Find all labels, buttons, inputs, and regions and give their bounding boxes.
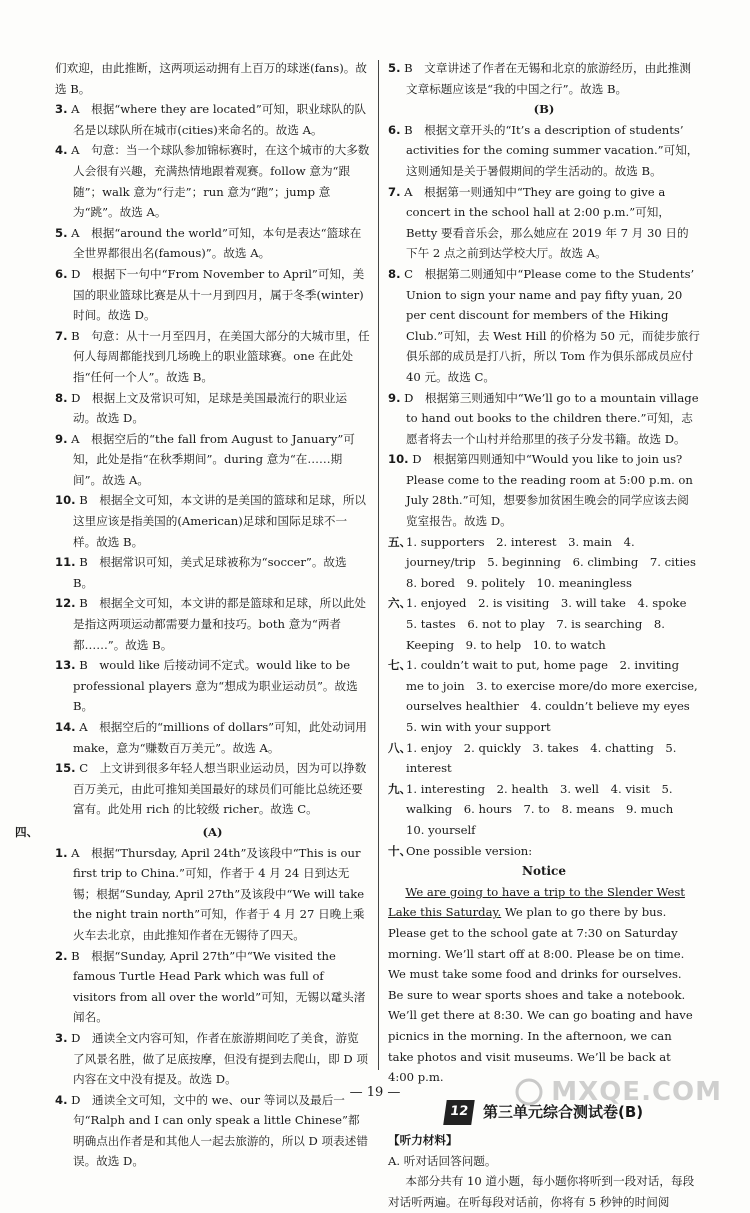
answer-item bbox=[388, 264, 700, 388]
answer-number: 4. bbox=[55, 1092, 68, 1107]
answer-item bbox=[55, 717, 370, 758]
right-answer-list bbox=[388, 58, 700, 99]
watermark-text: MXQE.COM bbox=[551, 1076, 722, 1107]
answer-text: D 根据上文及常识可知，足球是美国最流行的职业运动。故选 D。 bbox=[71, 390, 348, 426]
answer-text: D 根据下一句中“From November to April”可知，美国的职业篮球比赛是从十一月到四月，属于冬季(winter)时间。故选 D。 bbox=[71, 266, 365, 323]
answer-text: A 根据第一则通知中“They are going to give a concert in the school hall at 2:00 p.m.”可知，Betty 要看音乐会，那么她应在 2019 年 7 月 30 日的下午 2 点之前到达学校大厅。故选 A。 bbox=[404, 184, 689, 261]
section-ten bbox=[388, 841, 700, 862]
left-answer-list bbox=[55, 99, 370, 820]
right-answer-list-b bbox=[388, 120, 700, 532]
answer-item bbox=[388, 58, 700, 99]
answer-item bbox=[55, 758, 370, 820]
answer-number: 13. bbox=[55, 658, 76, 673]
answer-text: C 根据第二则通知中“Please come to the Students’ Union to sign your name and pay fifty yuan, 20 per cent discount for members of the Hiking Club.”可知，去 West Hill 的价格为 50 元，而徒步旅行俱乐部的成员是打八折，所以 Tom 作为俱乐部成员应付 40 元。故选 C。 bbox=[404, 266, 700, 384]
answer-text: B 根据文章开头的“It’s a description of students’ activities for the coming summer vacation.”可知，这则通知是关于暑假期间的学生活动的。故选 B。 bbox=[404, 122, 699, 178]
page-number: — 19 — bbox=[349, 1085, 401, 1100]
answer-number: 6. bbox=[388, 122, 401, 137]
answer-item bbox=[55, 388, 370, 429]
section-eight bbox=[388, 738, 700, 779]
section-four-label: 四、 bbox=[15, 824, 39, 839]
answer-item bbox=[55, 223, 370, 264]
answer-text: B would like 后接动词不定式。would like to be professional players 意为“想成为职业运动员”。故选 B。 bbox=[73, 658, 358, 714]
answer-item bbox=[55, 1090, 370, 1172]
section-ten-intro: One possible version: bbox=[406, 843, 533, 858]
answer-number: 3. bbox=[55, 102, 68, 117]
answer-item bbox=[55, 140, 370, 222]
answer-text: B 文章讲述了作者在无锡和北京的旅游经历，由此推测文章标题应该是“我的中国之行”。故选 B。 bbox=[404, 61, 691, 96]
answer-text: A 根据“around the world”可知，本句是表达“篮球在全世界都很出名(famous)”。故选 A。 bbox=[71, 225, 362, 261]
answer-item bbox=[55, 429, 370, 491]
answer-item bbox=[55, 655, 370, 717]
answer-text: D 通读全文内容可知，作者在旅游期间吃了美食，游览了风景名胜，做了足底按摩，但没有提到去爬山，即 D 项内容在文中没有提及。故选 D。 bbox=[71, 1030, 368, 1087]
section-six bbox=[388, 593, 700, 655]
answer-item bbox=[55, 490, 370, 552]
notice-underlined-sentence: We are going to have a trip to the Slender West Lake this Saturday. bbox=[388, 884, 685, 920]
answer-item bbox=[55, 99, 370, 140]
answer-text: A 根据空后的“millions of dollars”可知，此处动词用 make，意为“赚数百万美元”。故选 A。 bbox=[73, 720, 367, 755]
answer-text: D 根据第四则通知中“Would you like to join us? Please come to the reading room at 5:00 p.m. on July 28th.”可知，想要参加贫困生晚会的同学应该去阅览室报告。故选 D。 bbox=[406, 452, 693, 529]
answer-number: 7. bbox=[388, 184, 401, 199]
section-nine-answers: 1. interesting 2. health 3. well 4. visit 5. walking 6. hours 7. to 8. means 9. much 10. yourself bbox=[406, 781, 685, 837]
answer-number: 5. bbox=[55, 225, 68, 240]
answer-item bbox=[55, 843, 370, 946]
listening-instructions: 本部分共有 10 道小题，每小题你将听到一段对话，每段对话听两遍。在听每段对话前，你将有 5 秒钟的时间阅 bbox=[388, 1174, 695, 1210]
watermark-logo bbox=[507, 1077, 722, 1108]
part-b-label: (B) bbox=[533, 102, 555, 117]
section-five-answers: 1. supporters 2. interest 3. main 4. journey/trip 5. beginning 6. climbing 7. cities 8. bored 9. politely 10. meaningless bbox=[406, 534, 708, 590]
section-four-header bbox=[15, 822, 370, 843]
unit-number-badge: 12 bbox=[443, 1100, 475, 1125]
column-divider bbox=[378, 60, 379, 1070]
answer-number: 12. bbox=[55, 596, 76, 611]
section-seven bbox=[388, 655, 700, 737]
section-eight-answers: 1. enjoy 2. quickly 3. takes 4. chatting 5. interest bbox=[406, 740, 677, 776]
section-nine bbox=[388, 779, 700, 841]
answer-text: C 上文讲到很多年轻人想当职业运动员，因为可以挣数百万美元，由此可推知美国最好的球员们可能比总统还要富有。此处用 rich 的比较级 richer。故选 C。 bbox=[73, 761, 367, 817]
answer-number: 15. bbox=[55, 761, 76, 776]
answer-number: 9. bbox=[55, 431, 68, 446]
answer-number: 11. bbox=[55, 555, 76, 570]
answer-text: D 通读全文可知，文中的 we、our 等词以及最后一句“Ralph and I can only speak a little Chinese”都明确点出作者是和其他人一起去旅游的，所以 D 项表述错误。故选 D。 bbox=[71, 1092, 368, 1169]
answer-number: 8. bbox=[55, 390, 68, 405]
unit-title: 第三单元综合测试卷(B) bbox=[482, 1102, 644, 1121]
answer-number: 9. bbox=[388, 390, 401, 405]
section-ten-label: 十、 bbox=[388, 843, 412, 858]
section-nine-label: 九、 bbox=[388, 781, 412, 796]
answer-text: A 根据“Thursday, April 24th”及该段中“This is our first trip to China.”可知，作者于 4 月 24 日到达无锡；根据“Sunday, April 27th”及该段中“We will take the night train north”可知，作者于 4 月 27 日晚上乘火车去北京，由此推知作者在无锡待了四天。 bbox=[71, 845, 365, 942]
listening-header: 【听力材料】 bbox=[388, 1133, 458, 1148]
answer-text: B 根据全文可知，本文讲的是美国的篮球和足球，所以这里应该是指美国的(American)足球和国际足球不一样。故选 B。 bbox=[73, 493, 367, 549]
answer-item bbox=[55, 946, 370, 1028]
answer-text: D 根据第三则通知中“We’ll go to a mountain village to hand out books to the children there.”可知，志愿者将去一个山村并给那里的孩子分发书籍。故选 D。 bbox=[404, 390, 699, 446]
answer-number: 6. bbox=[55, 266, 68, 281]
part-a-label: (A) bbox=[202, 824, 223, 839]
answer-text: B 句意：从十一月至四月，在美国大部分的大城市里，任何人每周都能找到几场晚上的职业篮球赛。one 在此处指“任何一个人”。故选 B。 bbox=[71, 328, 370, 384]
answer-number: 4. bbox=[55, 143, 68, 158]
answer-number: 3. bbox=[55, 1030, 68, 1045]
answer-text: B 根据全文可知，本文讲的都是篮球和足球，所以此处是指这两项运动都需要力量和技巧。both 意为“两者都……”。故选 B。 bbox=[73, 596, 367, 652]
answer-number: 2. bbox=[55, 948, 68, 963]
section-six-answers: 1. enjoyed 2. is visiting 3. will take 4. spoke 5. tastes 6. not to play 7. is searching 8. Keeping 9. to help 10. to watch bbox=[406, 596, 699, 652]
left-answer-list-a bbox=[55, 843, 370, 1173]
answer-item bbox=[55, 552, 370, 593]
answer-number: 14. bbox=[55, 720, 76, 734]
answer-item bbox=[388, 388, 700, 450]
answer-number: 5. bbox=[388, 61, 401, 75]
section-seven-answers: 1. couldn’t wait to put, home page 2. inviting me to join 3. to exercise more/do more exercise, ourselves healthier 4. couldn’t believe my eyes 5. win with your support bbox=[406, 658, 702, 734]
answer-item bbox=[388, 182, 700, 264]
answer-item bbox=[55, 326, 370, 388]
section-five bbox=[388, 532, 708, 594]
left-column bbox=[15, 58, 370, 1172]
section-seven-label: 七、 bbox=[388, 658, 412, 673]
answer-text: B 根据“Sunday, April 27th”中“We visited the famous Turtle Head Park which was full of visitors from all over the world”可知，无锡以鼋头渚闻名。 bbox=[71, 948, 366, 1025]
answer-item bbox=[388, 449, 700, 531]
answer-text: A 根据空后的“the fall from August to January”可知，此处是指“在秋季期间”。during 意为“在……期间”。故选 A。 bbox=[71, 431, 355, 487]
section-eight-label: 八、 bbox=[388, 740, 412, 755]
right-column bbox=[388, 58, 708, 1213]
answer-number: 10. bbox=[55, 493, 76, 508]
notice-body bbox=[388, 882, 700, 1088]
section-six-label: 六、 bbox=[388, 596, 412, 611]
listening-part-a: A. 听对话回答问题。 bbox=[388, 1153, 497, 1168]
answer-item bbox=[55, 1028, 370, 1090]
answer-number: 8. bbox=[388, 266, 401, 281]
notice-body-rest: We plan to go there by bus. Please get to the school gate at 7:30 on Saturday morning. We’ll start off at 8:00. Please be on time. We must take some food and drinks for ourselves. Be sure to wear sports shoes and take a notebook. We’ll get there at 8:30. We can go boating and have picnics in the morning. In the afternoon, we can take photos and visit museums. We’ll be back at 4:00 p.m. bbox=[388, 905, 693, 1085]
answer-item bbox=[388, 120, 700, 182]
answer-text: A 根据“where they are located”可知，职业球队的队名是以球队所在城市(cities)来命名的。故选 A。 bbox=[71, 102, 367, 137]
answer-number: 7. bbox=[55, 328, 68, 343]
answer-text: A 句意：当一个球队参加锦标赛时，在这个城市的大多数人会很有兴趣，充满热情地跟着观赛。follow 意为“跟随”；walk 意为“行走”；run 意为“跑”；jump 意为“跳”。故选 A。 bbox=[71, 143, 370, 220]
answer-number: 1. bbox=[55, 845, 68, 860]
notice-title: Notice bbox=[521, 864, 566, 879]
answer-text: B 根据常识可知，美式足球被称为“soccer”。故选 B。 bbox=[73, 555, 347, 590]
answer-continuation: 们欢迎，由此推断，这两项运动拥有上百万的球迷(fans)。故选 B。 bbox=[55, 61, 367, 96]
answer-item bbox=[55, 593, 370, 655]
answer-number: 10. bbox=[388, 452, 409, 467]
section-five-label: 五、 bbox=[388, 534, 412, 549]
answer-item bbox=[55, 264, 370, 326]
